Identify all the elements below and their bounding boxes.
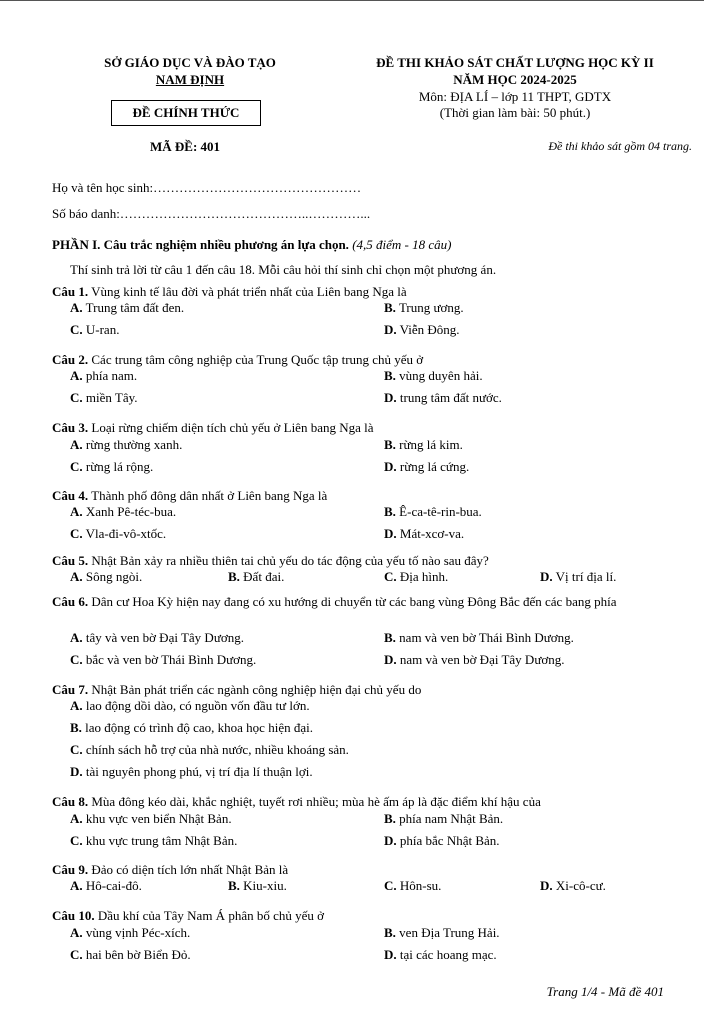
option-key: B. <box>228 878 240 893</box>
department-name: SỞ GIÁO DỤC VÀ ĐÀO TẠO <box>104 55 276 70</box>
option-key: D. <box>540 569 553 584</box>
question-text: Mùa đông kéo dài, khắc nghiệt, tuyết rơi nhiều; mùa hè ấm áp là đặc điểm khí hậu của <box>91 794 541 809</box>
answer-option[interactable] <box>70 630 244 646</box>
option-text: tài nguyên phong phú, vị trí địa lí thuận lợi. <box>85 764 313 779</box>
option-text: rừng lá kim. <box>399 437 463 452</box>
answer-option[interactable] <box>384 569 448 585</box>
question-number: Câu 9. <box>52 862 89 877</box>
question-stem <box>52 592 672 612</box>
question-stem <box>52 282 672 302</box>
official-exam-box: ĐỀ CHÍNH THỨC <box>111 100 261 126</box>
page-count-note: Đề thi khảo sát gồm 04 trang. <box>548 139 692 153</box>
answer-option[interactable] <box>70 698 310 714</box>
option-key: A. <box>70 504 83 519</box>
option-key: A. <box>70 300 83 315</box>
question-text: Loại rừng chiếm diện tích chủ yếu ở Liên bang Nga là <box>91 420 374 435</box>
option-key: A. <box>70 437 83 452</box>
option-text: Vla-đi-vô-xtốc. <box>85 526 167 541</box>
option-key: C. <box>70 390 83 405</box>
answer-option[interactable] <box>384 526 464 542</box>
question-number: Câu 4. <box>52 488 89 503</box>
answer-option[interactable] <box>540 878 606 894</box>
question-text: Nhật Bản xảy ra nhiều thiên tai chủ yếu do tác động của yếu tố nào sau đây? <box>91 553 489 568</box>
question-stem <box>52 350 672 370</box>
option-text: rừng thường xanh. <box>85 437 183 452</box>
part-instruction: Thí sinh trả lời từ câu 1 đến câu 18. Mỗi câu hỏi thí sinh chỉ chọn một phương án. <box>70 262 497 277</box>
exam-title: ĐỀ THI KHẢO SÁT CHẤT LƯỢNG HỌC KỲ II <box>376 55 654 70</box>
question-number: Câu 1. <box>52 284 89 299</box>
option-text: rừng lá cứng. <box>399 459 470 474</box>
option-text: chính sách hỗ trợ của nhà nước, nhiều khoáng sản. <box>85 742 349 757</box>
option-text: Hô-cai-đô. <box>85 878 142 893</box>
answer-option[interactable] <box>70 368 137 384</box>
option-text: tây và ven bờ Đại Tây Dương. <box>85 630 244 645</box>
answer-option[interactable] <box>384 300 464 316</box>
option-text: lao động dồi dào, có nguồn vốn đầu tư lớn. <box>85 698 310 713</box>
option-key: C. <box>70 652 83 667</box>
option-text: vùng duyên hải. <box>399 368 483 383</box>
option-text: Sông ngòi. <box>85 569 143 584</box>
option-text: Trung ương. <box>398 300 464 315</box>
answer-option[interactable] <box>70 504 176 520</box>
option-key: C. <box>70 459 83 474</box>
option-key: A. <box>70 925 83 940</box>
option-key: D. <box>384 390 397 405</box>
answer-option[interactable] <box>228 569 284 585</box>
option-key: D. <box>70 764 83 779</box>
question-stem <box>52 906 672 926</box>
student-id-field[interactable]: Số báo danh:……………………………………..…………... <box>52 206 371 221</box>
answer-option[interactable] <box>70 742 349 758</box>
question-text: Nhật Bản phát triển các ngành công nghiệp hiện đại chủ yếu do <box>91 682 422 697</box>
exam-code: MÃ ĐỀ: 401 <box>150 139 221 154</box>
option-text: Ê-ca-tê-rin-bua. <box>399 504 482 519</box>
answer-option[interactable] <box>384 630 574 646</box>
answer-option[interactable] <box>228 878 287 894</box>
option-text: lao động có trình độ cao, khoa học hiện đại. <box>85 720 313 735</box>
option-text: Viễn Đông. <box>399 322 460 337</box>
option-key: B. <box>70 720 82 735</box>
option-key: B. <box>384 368 396 383</box>
option-text: khu vực trung tâm Nhật Bản. <box>85 833 238 848</box>
part-title <box>52 237 451 253</box>
question-number: Câu 5. <box>52 553 89 568</box>
option-key: B. <box>384 300 396 315</box>
question-stem <box>52 551 672 571</box>
option-key: D. <box>384 652 397 667</box>
option-text: rừng lá rộng. <box>85 459 154 474</box>
answer-option[interactable] <box>384 390 502 406</box>
option-text: vùng vịnh Péc-xích. <box>85 925 191 940</box>
option-key: A. <box>70 630 83 645</box>
answer-option[interactable] <box>70 459 153 475</box>
option-text: trung tâm đất nước. <box>399 390 502 405</box>
top-border <box>0 0 704 1</box>
option-text: Đất đai. <box>243 569 285 584</box>
answer-option[interactable] <box>70 925 190 941</box>
question-stem <box>52 860 672 880</box>
answer-option[interactable] <box>70 300 184 316</box>
option-text: phía nam Nhật Bản. <box>399 811 504 826</box>
option-key: D. <box>384 459 397 474</box>
question-stem <box>52 792 672 812</box>
answer-option[interactable] <box>70 652 256 668</box>
option-key: A. <box>70 878 83 893</box>
option-text: Xi-cô-cư. <box>555 878 606 893</box>
option-key: B. <box>384 504 396 519</box>
option-key: C. <box>70 742 83 757</box>
question-text: Dầu khí của Tây Nam Á phân bố chủ yếu ở <box>97 908 325 923</box>
option-text: Xanh Pê-téc-bua. <box>85 504 177 519</box>
option-text: nam và ven bờ Thái Bình Dương. <box>399 630 574 645</box>
answer-option[interactable] <box>384 833 500 849</box>
option-text: Vị trí địa lí. <box>555 569 617 584</box>
answer-option[interactable] <box>70 811 232 827</box>
page-footer: Trang 1/4 - Mã đề 401 <box>546 984 664 999</box>
answer-option[interactable] <box>384 504 482 520</box>
option-key: A. <box>70 368 83 383</box>
question-text: Dân cư Hoa Kỳ hiện nay đang có xu hướng di chuyển từ các bang vùng Đông Bắc đến các bang phía <box>91 594 617 609</box>
option-text: Địa hình. <box>399 569 449 584</box>
option-key: B. <box>384 811 396 826</box>
option-key: D. <box>384 833 397 848</box>
answer-option[interactable] <box>70 437 182 453</box>
option-text: Mát-xcơ-va. <box>399 526 465 541</box>
option-text: Trung tâm đất đen. <box>85 300 185 315</box>
part-title-text: PHẦN I. Câu trắc nghiệm nhiều phương án lựa chọn. <box>52 237 349 252</box>
time-line: (Thời gian làm bài: 50 phút.) <box>439 105 591 120</box>
question-number: Câu 6. <box>52 594 89 609</box>
answer-option[interactable] <box>70 833 237 849</box>
option-key: C. <box>70 322 83 337</box>
answer-option[interactable] <box>384 368 483 384</box>
answer-option[interactable] <box>384 878 441 894</box>
answer-option[interactable] <box>540 569 616 585</box>
answer-option[interactable] <box>384 459 469 475</box>
option-key: D. <box>384 526 397 541</box>
option-text: phía bắc Nhật Bản. <box>399 833 500 848</box>
province-name: NAM ĐỊNH <box>155 72 225 87</box>
answer-option[interactable] <box>384 811 503 827</box>
answer-option[interactable] <box>70 526 166 542</box>
question-number: Câu 7. <box>52 682 89 697</box>
question-number: Câu 2. <box>52 352 89 367</box>
option-text: tại các hoang mạc. <box>399 947 497 962</box>
option-text: khu vực ven biển Nhật Bản. <box>85 811 232 826</box>
option-key: D. <box>384 322 397 337</box>
question-number: Câu 10. <box>52 908 95 923</box>
question-text: Các trung tâm công nghiệp của Trung Quốc tập trung chủ yếu ở <box>91 352 424 367</box>
option-key: D. <box>384 947 397 962</box>
option-key: B. <box>384 925 396 940</box>
option-text: Hôn-su. <box>399 878 442 893</box>
question-number: Câu 3. <box>52 420 89 435</box>
answer-option[interactable] <box>70 569 142 585</box>
option-text: nam và ven bờ Đại Tây Dương. <box>399 652 565 667</box>
option-key: B. <box>228 569 240 584</box>
part-score-note: (4,5 điểm - 18 câu) <box>352 237 452 252</box>
answer-option[interactable] <box>384 947 497 963</box>
question-text: Đảo có diện tích lớn nhất Nhật Bản là <box>91 862 289 877</box>
option-text: ven Địa Trung Hải. <box>399 925 500 940</box>
option-text: hai bên bờ Biển Đỏ. <box>85 947 191 962</box>
option-key: C. <box>384 878 397 893</box>
option-key: D. <box>540 878 553 893</box>
question-text: Thành phố đông dân nhất ở Liên bang Nga là <box>91 488 328 503</box>
option-key: A. <box>70 569 83 584</box>
option-text: bắc và ven bờ Thái Bình Dương. <box>85 652 257 667</box>
answer-option[interactable] <box>70 947 191 963</box>
answer-option[interactable] <box>384 437 463 453</box>
answer-option[interactable] <box>70 390 138 406</box>
option-key: B. <box>384 630 396 645</box>
student-name-field[interactable]: Họ và tên học sinh:………………………………………… <box>52 180 362 195</box>
answer-option[interactable] <box>384 925 500 941</box>
option-key: C. <box>70 526 83 541</box>
subject-line: Môn: ĐỊA LÍ – lớp 11 THPT, GDTX <box>418 89 612 104</box>
answer-option[interactable] <box>70 322 119 338</box>
option-text: miền Tây. <box>85 390 138 405</box>
school-year: NĂM HỌC 2024-2025 <box>453 72 577 87</box>
option-text: Kiu-xiu. <box>243 878 287 893</box>
question-text: Vùng kinh tế lâu đời và phát triển nhất của Liên bang Nga là <box>91 284 407 299</box>
option-key: C. <box>70 947 83 962</box>
answer-option[interactable] <box>70 720 313 736</box>
option-text: U-ran. <box>85 322 120 337</box>
option-key: A. <box>70 811 83 826</box>
option-text: phía nam. <box>85 368 138 383</box>
question-stem <box>52 486 672 506</box>
option-key: B. <box>384 437 396 452</box>
option-key: A. <box>70 698 83 713</box>
answer-option[interactable] <box>384 322 460 338</box>
answer-option[interactable] <box>70 764 313 780</box>
option-key: C. <box>70 833 83 848</box>
question-stem <box>52 680 672 700</box>
question-number: Câu 8. <box>52 794 89 809</box>
answer-option[interactable] <box>384 652 565 668</box>
question-stem <box>52 418 672 438</box>
option-key: C. <box>384 569 397 584</box>
answer-option[interactable] <box>70 878 142 894</box>
